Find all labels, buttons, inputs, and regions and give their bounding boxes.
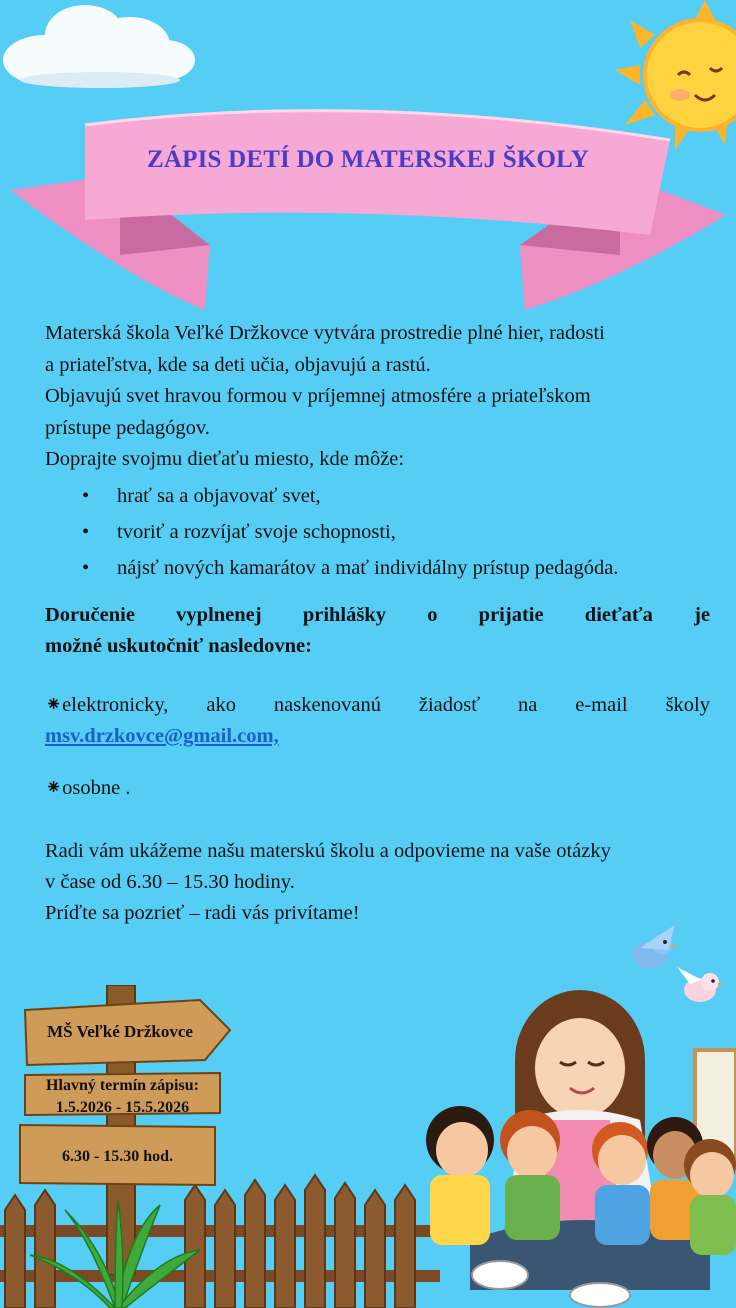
list-item: • hrať sa a objavovať svet, xyxy=(45,478,710,514)
delivery-line: Doručenie vyplnenej prihlášky o prijatie dieťaťa je xyxy=(45,604,710,626)
sign-hours: 6.30 - 15.30 hod. xyxy=(61,1148,174,1165)
sign-school-name: MŠ Veľké Držkovce xyxy=(47,1022,193,1041)
intro-line: a priateľstva, kde sa deti učia, objavujú a rastú. xyxy=(45,353,431,376)
plant-icon xyxy=(30,1200,200,1308)
intro-line: Materská škola Veľké Držkovce vytvára prostredie plné hier, radosti xyxy=(45,322,605,344)
delivery-heading xyxy=(45,600,710,662)
closing-line: Radi vám ukážeme našu materskú školu a odpovieme na vaše otázky xyxy=(45,840,611,862)
list-item: • tvoriť a rozvíjať svoje schopnosti, xyxy=(45,514,710,550)
cloud-icon xyxy=(0,0,200,95)
intro-line: Objavujú svet hravou formou v príjemnej atmosfére a priateľskom xyxy=(45,385,591,407)
closing-line: Príďte sa pozrieť – radi vás privítame! xyxy=(45,902,360,924)
closing-text xyxy=(45,836,715,929)
delivery-line: možné uskutočniť nasledovne: xyxy=(45,635,312,657)
bullet-icon: • xyxy=(82,484,90,507)
sign-term-dates: 1.5.2026 - 15.5.2026 xyxy=(55,1099,190,1116)
option-electronic: ⁕elektronicky, ako naskenovanú žiadosť na e-mail školy xyxy=(45,694,710,716)
option-personal: ⁕osobne . xyxy=(45,777,131,799)
intro-line: Doprajte svojmu dieťaťu miesto, kde môže: xyxy=(45,448,405,470)
bullet-icon: • xyxy=(82,556,90,579)
benefits-list xyxy=(45,478,710,586)
bullet-icon: • xyxy=(82,520,90,543)
page-title: ZÁPIS DETÍ DO MATERSKEJ ŠKOLY xyxy=(146,146,590,173)
teacher-children-illustration xyxy=(410,990,736,1308)
intro-line: prístupe pedagógov. xyxy=(45,416,210,439)
list-item: • nájsť nových kamarátov a mať individálny prístup pedagóda. xyxy=(45,550,710,586)
sign-term-label: Hlavný termín zápisu: xyxy=(46,1077,199,1094)
closing-line: v čase od 6.30 – 15.30 hodiny. xyxy=(45,871,295,893)
banner-ribbon xyxy=(0,105,736,310)
intro-text xyxy=(45,318,710,586)
email-link[interactable]: msv.drzkovce@gmail.com, xyxy=(45,725,279,747)
